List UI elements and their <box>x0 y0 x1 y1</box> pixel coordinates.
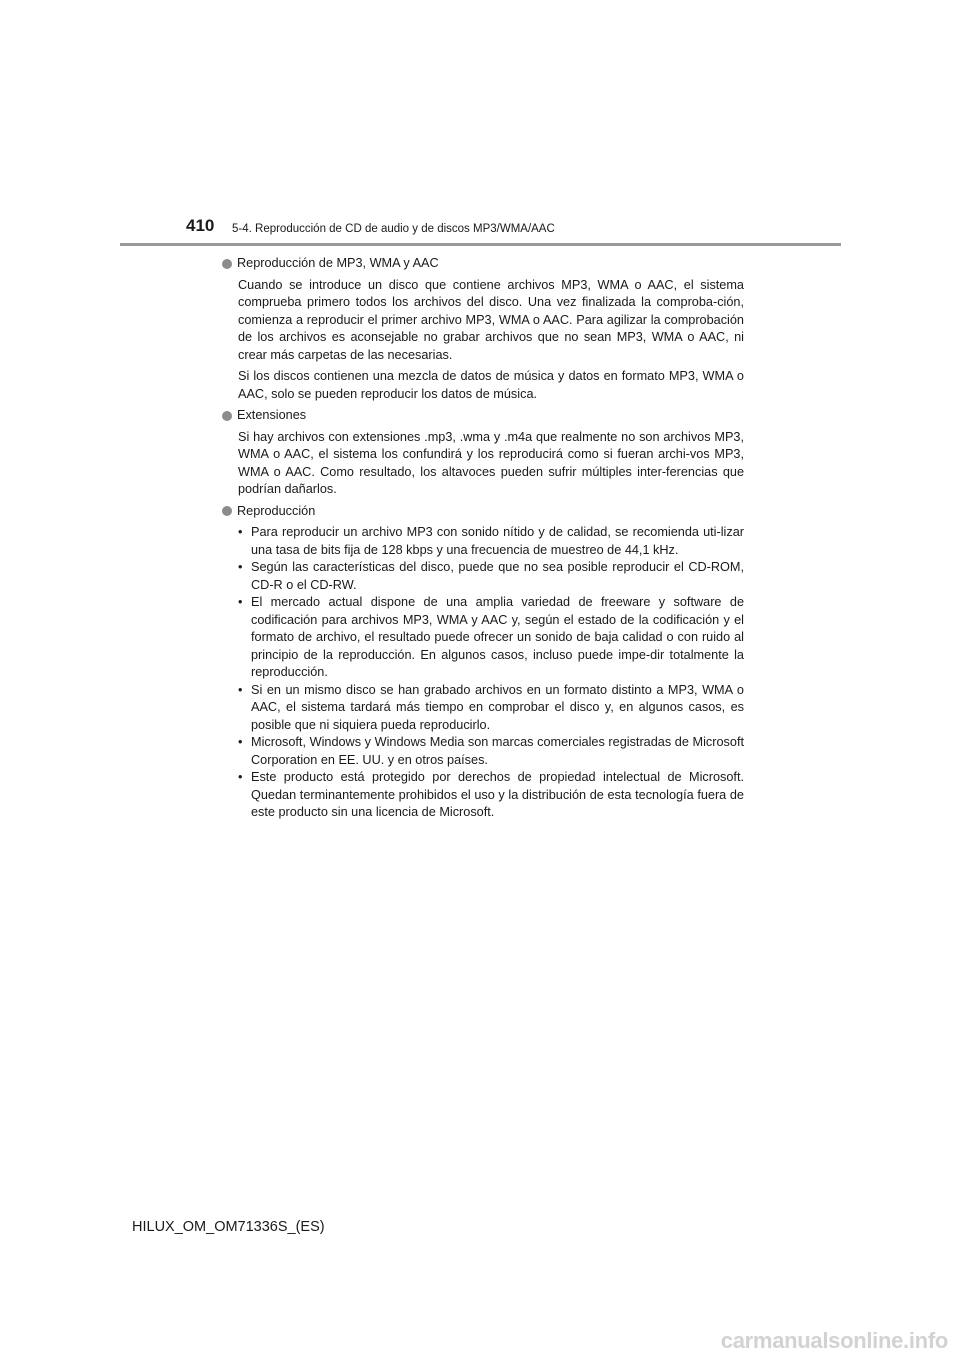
list-item <box>238 682 744 735</box>
list-item-text: Microsoft, Windows y Windows Media son marcas comerciales registradas de Microsoft Corporation en EE. UU. y en otros países. <box>251 735 744 767</box>
list-item <box>238 769 744 822</box>
list-item-text: Si en un mismo disco se han grabado archivos en un formato distinto a MP3, WMA o AAC, el sistema tardará más tiempo en comprobar el disco y, en algunos casos, es posible que ni siquiera pueda reproducirlo. <box>251 682 744 732</box>
paragraph: Cuando se introduce un disco que contiene archivos MP3, WMA o AAC, el sistema comprueba primero todos los archivos del disco. Una vez finalizada la comproba-ción, comienza a reproducir el primer archivo MP3, WMA o AAC. Para agilizar la comprobación de los archivos es aconsejable no grabar archivos que no sean MP3, WMA o AAC, ni crear más carpetas de las necesarias. <box>238 277 744 362</box>
section-heading: Extensiones <box>237 408 307 422</box>
bullet-circle-icon <box>222 411 232 421</box>
list-item <box>238 734 744 769</box>
section-playback <box>222 503 744 822</box>
section-body <box>238 429 744 499</box>
section-header-title: 5-4. Reproducción de CD de audio y de discos MP3/WMA/AAC <box>232 223 555 235</box>
page-number: 410 <box>186 216 215 235</box>
list-item-text: Para reproducir un archivo MP3 con sonido nítido y de calidad, se recomienda uti-lizar una tasa de bits fija de 128 kbps y una frecuencia de muestreo de 44,1 kHz. <box>251 525 744 557</box>
section-heading-row <box>222 407 744 425</box>
playback-notes-list <box>238 524 744 822</box>
list-item-text: El mercado actual dispone de una amplia variedad de freeware y software de codificación para archivos MP3, WMA y AAC y, según el estado de la codificación y el formato de archivo, el resultado puede ofrecer un sonido de baja calidad o con ruido al principio de la reproducción. En algunos casos, incluso puede impe-dir totalmente la reproducción. <box>251 595 744 679</box>
list-item-text: Según las características del disco, puede que no sea posible reproducir el CD-ROM, CD-R o el CD-RW. <box>251 560 744 592</box>
list-bullet-icon: • <box>238 595 243 609</box>
list-item <box>238 594 744 682</box>
document-id: HILUX_OM_OM71336S_(ES) <box>132 1219 325 1235</box>
paragraph: Si hay archivos con extensiones .mp3, .wma y .m4a que realmente no son archivos MP3, WMA o AAC, el sistema los confundirá y los reproducirá como si fueran archi-vos MP3, WMA o AAC. Como resultado, los altavoces pueden sufrir múltiples inter-ferencias que podrían dañarlos. <box>238 429 744 496</box>
bullet-circle-icon <box>222 259 232 269</box>
list-item <box>238 559 744 594</box>
page-content <box>222 255 744 822</box>
section-heading-row <box>222 255 744 273</box>
list-bullet-icon: • <box>238 560 243 574</box>
section-extensions <box>222 407 744 499</box>
list-item <box>238 524 744 559</box>
section-heading: Reproducción <box>237 503 316 518</box>
list-bullet-icon: • <box>238 525 243 539</box>
site-watermark: carmanualsonline.info <box>720 1328 948 1353</box>
list-bullet-icon: • <box>238 735 243 749</box>
section-heading: Reproducción de MP3, WMA y AAC <box>237 256 439 270</box>
paragraph: Si los discos contienen una mezcla de datos de música y datos en formato MP3, WMA o AAC, solo se pueden reproducir los datos de música. <box>238 369 744 401</box>
section-body <box>238 277 744 404</box>
list-bullet-icon: • <box>238 682 243 697</box>
header-divider <box>120 243 841 246</box>
section-heading-row <box>222 503 744 521</box>
section-mp3-playback <box>222 255 744 403</box>
list-bullet-icon: • <box>238 770 243 784</box>
list-item-text: Este producto está protegido por derechos de propiedad intelectual de Microsoft. Quedan terminantemente prohibidos el uso y la distribución de esta tecnología fuera de este producto sin una licencia de Microsoft. <box>251 770 744 819</box>
bullet-circle-icon <box>222 506 232 516</box>
